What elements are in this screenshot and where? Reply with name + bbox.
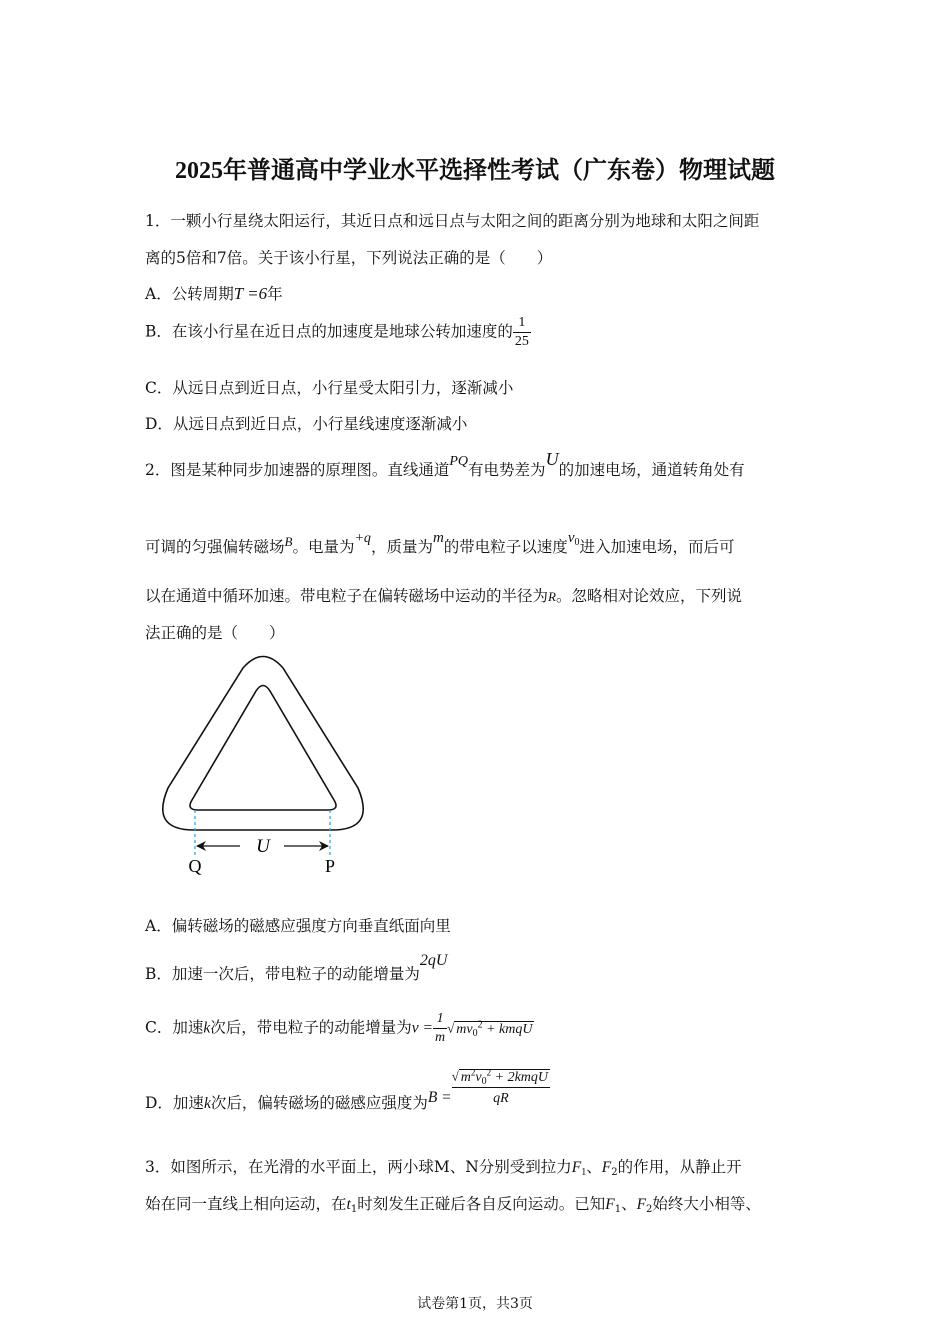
superscript: 2 [486,1067,492,1077]
subscript: 0 [472,1027,478,1039]
q2-symbol-b: B [284,534,293,549]
q2-option-c [145,1010,534,1047]
q2-text: 的加速电场，通道转角处有 [558,461,745,479]
q1-stem-line1: 1．一颗小行星绕太阳运行，其近日点和远日点与太阳之间的距离分别为地球和太阳之间距 [145,212,760,230]
symbol-f1: F [571,1159,582,1176]
q2-stem-line1 [145,449,745,480]
radicand [459,1069,550,1085]
q3-text: 始终大小相等、 [652,1195,761,1213]
q2-text: 进入加速电场，而后可 [579,538,735,556]
symbol-k: k [203,1095,211,1112]
q2-stem-line3 [145,584,742,606]
symbol-b: B = [427,1089,452,1106]
sqrt-icon: √ [451,1068,459,1084]
radicand-tail: + 2kmqU [491,1069,549,1085]
separator: 、 [586,1158,602,1176]
q2-option-c-text: C．加速 [145,1018,204,1037]
symbol-v: v [567,530,575,546]
q2-option-b-math: 2qU [419,952,448,969]
radicand-mv: mv [456,1021,473,1037]
q3-text: 始在同一直线上相向运动，在 [145,1195,347,1213]
page-footer: 试卷第1页，共3页 [417,1296,533,1312]
q3-stem-line2 [145,1192,761,1215]
fig-label-q: Q [188,856,202,876]
q2-option-c-fraction [433,1010,447,1047]
q3-stem-line1 [145,1155,742,1178]
fig-label-u: U [256,836,270,857]
q3-text: 时刻发生正碰后各自反向运动。已知 [357,1195,606,1213]
subscript: 0 [481,1075,487,1087]
symbol-f2: F [601,1159,612,1176]
q2-symbol-pq: PQ [449,454,469,469]
q1-option-d: D．从远日点到近日点，小行星线速度逐渐减小 [145,415,468,433]
subscript: 1 [581,1167,587,1178]
fraction-numerator: 1 [518,315,526,330]
q2-text: ，质量为 [370,538,433,556]
q2-option-b-text: B．加速一次后，带电粒子的动能增量为 [145,965,420,983]
synchrotron-diagram [150,650,380,890]
separator: 、 [621,1195,637,1213]
fig-label-p: P [324,856,336,876]
subscript: 1 [350,1204,358,1215]
fraction-denominator: m [435,1030,446,1045]
q2-text: 2．图是某种同步加速器的原理图。直线通道 [145,461,450,479]
subscript: 2 [611,1167,618,1178]
q1-option-b-text: B．在该小行星在近日点的加速度是地球公转加速度的 [145,322,513,341]
q1-option-c: C．从远日点到近日点，小行星受太阳引力，逐渐减小 [145,379,514,397]
q1-option-a-text: A．公转周期 [145,285,234,303]
q2-text: 的带电粒子以速度 [443,538,568,556]
q2-symbol-m: m [432,530,444,546]
q1-option-a-math: T =6 [233,284,268,303]
symbol-f2: F [636,1196,647,1213]
fraction-denominator: 25 [514,334,529,349]
q1-stem-line2: 离的5倍和7倍。关于该小行星，下列说法正确的是（ ） [145,249,553,267]
inner-channel-outline [190,686,336,811]
symbol-f1: F [605,1196,615,1213]
q1-option-a [145,282,283,304]
outer-channel-outline [163,657,363,831]
q2-stem-line2 [145,530,735,558]
superscript: 2 [477,1018,483,1030]
subscript: 1 [614,1204,622,1215]
fraction-numerator: 1 [436,1011,444,1026]
fraction-denominator: qR [452,1087,550,1110]
q3-text: 的作用，从静止开 [617,1158,742,1176]
q2-symbol-u: U [545,449,559,469]
q2-text: 可调的匀强偏转磁场 [145,538,285,556]
q2-option-d [145,1067,550,1110]
q1-option-b-fraction [513,314,531,351]
symbol-k: k [203,1019,211,1037]
q2-text: 。忽略相对论效应，下列说 [555,587,742,605]
q2-option-d-text: 次后，偏转磁场的磁感应强度为 [210,1094,428,1112]
q2-option-b [145,952,448,984]
radicand-m: m [460,1069,471,1085]
q2-stem-line4: 法正确的是（ ） [145,624,285,642]
page-title: 2025年普通高中学业水平选择性考试（广东卷）物理试题 [175,158,775,184]
q3-text: 3．如图所示，在光滑的水平面上，两小球M、N分别受到拉力 [145,1158,572,1176]
q2-symbol-q: +q [354,531,371,546]
q2-option-d-fraction [452,1067,550,1110]
q1-option-a-unit: 年 [267,285,283,303]
q2-option-a: A．偏转磁场的磁感应强度方向垂直纸面向里 [145,917,451,935]
q2-text: 。电量为 [292,538,355,556]
symbol-v: v = [411,1019,433,1037]
q2-option-c-radicand [454,1018,534,1039]
q2-text: 有电势差为 [468,461,546,479]
q2-symbol-r: R [548,589,556,604]
subscript: 2 [646,1204,653,1215]
superscript: 2 [470,1067,476,1077]
q2-option-d-text: D．加速 [145,1094,204,1112]
radicand-tail: + kmqU [482,1021,533,1037]
subscript: 0 [574,537,580,548]
radicand-v: v [475,1069,482,1085]
q2-symbol-v [568,530,580,546]
symbol-t1: t [346,1196,351,1213]
sqrt-icon: √ [447,1020,455,1036]
q2-option-c-text: 次后，带电粒子的动能增量为 [210,1018,412,1037]
q1-option-b [145,314,531,351]
fraction-numerator [452,1067,550,1087]
q2-text: 以在通道中循环加速。带电粒子在偏转磁场中运动的半径为 [145,587,549,605]
